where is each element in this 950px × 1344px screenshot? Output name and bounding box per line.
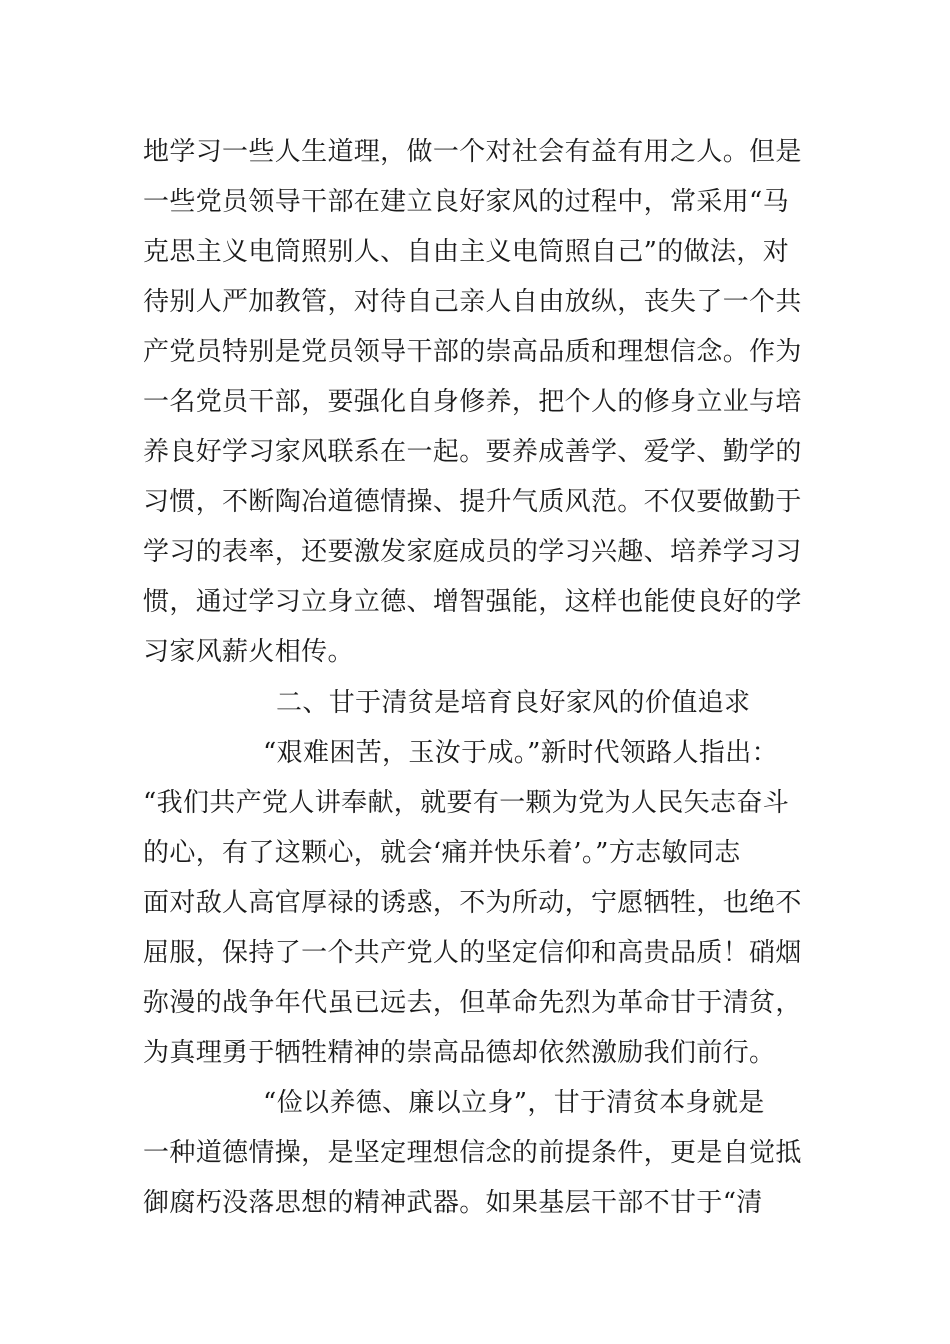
paragraph-3-line-3: 御腐朽没落思想的精神武器。如果基层干部不甘于“清 <box>143 1188 763 1218</box>
paragraph-1-line-7: 养良好学习家风联系在一起。要养成善学、爱学、勤学的 <box>143 437 802 467</box>
paragraph-2-line-4: 面对敌人高官厚禄的诱惑，不为所动，宁愿牺牲，也绝不 <box>143 888 802 918</box>
paragraph-2-line-2: “我们共产党人讲奉献，就要有一颗为党为人民矢志奋斗 <box>143 788 790 818</box>
paragraph-1-line-3: 克思主义电筒照别人、自由主义电筒照自己”的做法，对 <box>143 237 790 267</box>
paragraph-2-line-1: “艰难困苦，玉汝于成。”新时代领路人指出： <box>263 738 778 768</box>
paragraph-1-line-9: 学习的表率，还要激发家庭成员的学习兴趣、培养学习习 <box>143 537 802 567</box>
paragraph-1-line-5: 产党员特别是党员领导干部的崇高品质和理想信念。作为 <box>143 337 802 367</box>
paragraph-2-line-6: 弥漫的战争年代虽已远去，但革命先烈为革命甘于清贫， <box>143 988 802 1018</box>
paragraph-1-line-10: 惯，通过学习立身立德、增智强能，这样也能使良好的学 <box>143 587 802 617</box>
section-heading: 二、甘于清贫是培育良好家风的价值追求 <box>276 688 751 718</box>
paragraph-2-line-5: 屈服，保持了一个共产党人的坚定信仰和高贵品质！硝烟 <box>143 938 802 968</box>
paragraph-1-line-11: 习家风薪火相传。 <box>143 637 354 667</box>
paragraph-1-line-1: 地学习一些人生道理，做一个对社会有益有用之人。但是 <box>143 137 802 167</box>
paragraph-3-line-2: 一种道德情操，是坚定理想信念的前提条件，更是自觉抵 <box>143 1138 802 1168</box>
paragraph-1-line-6: 一名党员干部，要强化自身修养，把个人的修身立业与培 <box>143 387 802 417</box>
paragraph-1-line-2: 一些党员领导干部在建立良好家风的过程中，常采用“马 <box>143 187 790 217</box>
paragraph-2-line-7: 为真理勇于牺牲精神的崇高品德却依然激励我们前行。 <box>143 1038 776 1068</box>
paragraph-2-line-3: 的心，有了这颗心，就会‘痛并快乐着’。”方志敏同志 <box>143 838 741 868</box>
paragraph-3-line-1: “俭以养德、廉以立身”，甘于清贫本身就是 <box>263 1088 765 1118</box>
paragraph-1-line-8: 习惯，不断陶冶道德情操、提升气质风范。不仅要做勤于 <box>143 487 802 517</box>
paragraph-1-line-4: 待别人严加教管，对待自己亲人自由放纵，丧失了一个共 <box>143 287 802 317</box>
